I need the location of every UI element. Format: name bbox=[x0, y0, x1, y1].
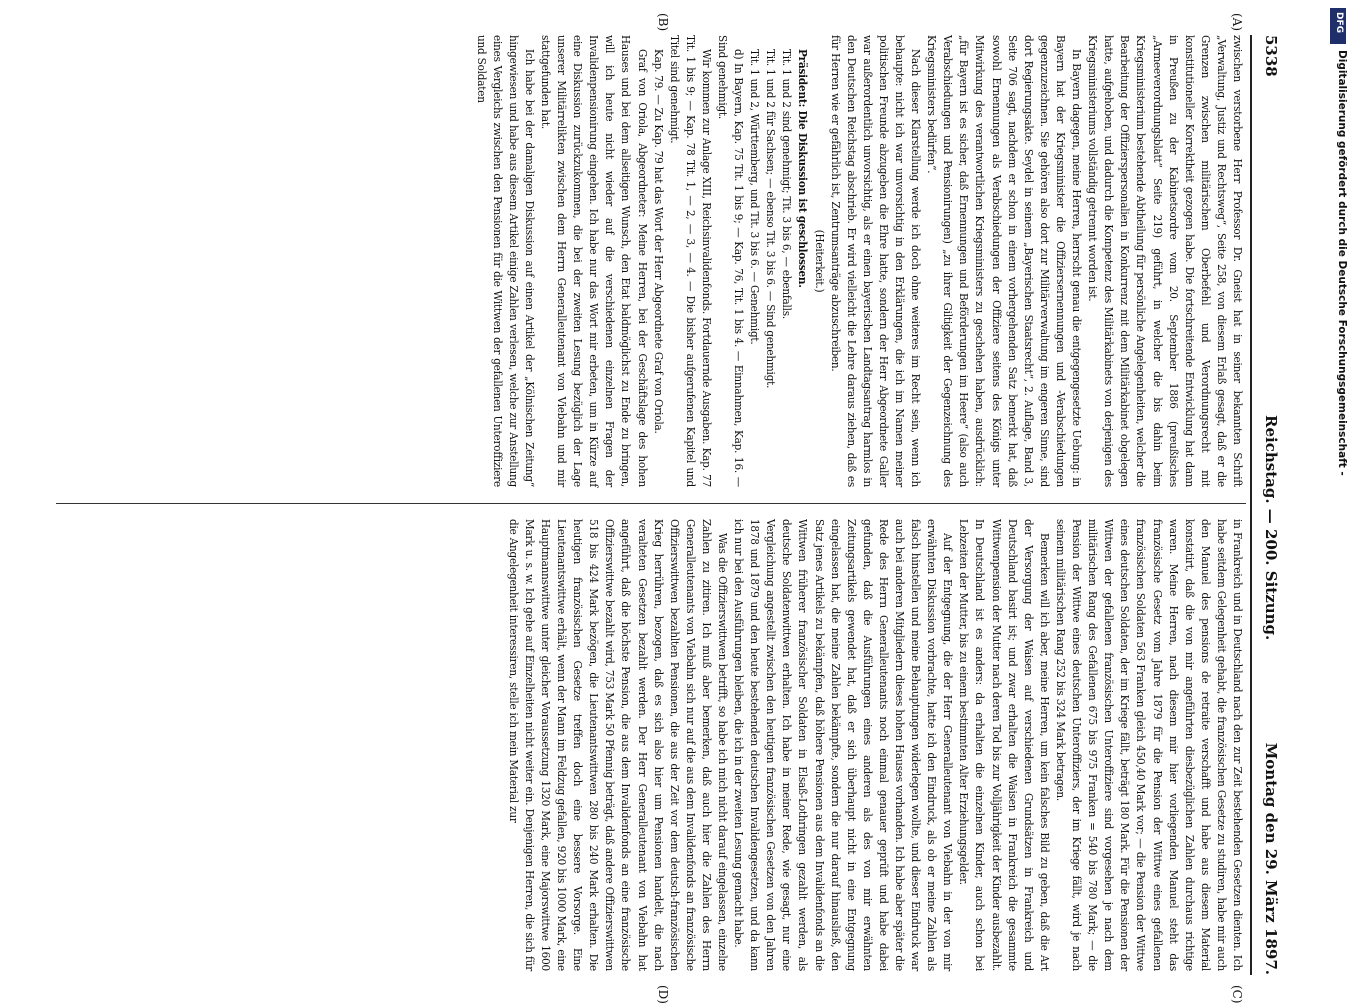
digitization-credit bbox=[1328, 8, 1350, 998]
margin-marker-d: (D) bbox=[656, 985, 670, 1004]
session-date: Montag den 29. März 1897. bbox=[1262, 742, 1280, 975]
paragraph: Tit. 1 und 2, Württemberg, und Tit. 3 bis 6. — Genehmigt. bbox=[748, 49, 763, 345]
paragraph: Wir kommen zur Anlage XIII, Reichsinvalidenfonds. Fortdauernde Ausgaben. Kap. 77 Tit. 1 bis 9; — Kap. 78 Tit. 1, — 2, — 3, — 4. — Die bisher aufgerufenen Kapitel und Titel sind genehmigt. bbox=[667, 35, 714, 487]
paragraph: Nach dieser Klarstellung werde ich doch ohne weiteres im Recht sein, wenn ich behaupte: nicht ich war unvorsichtig in den Erklärungen, die ich im Namen meiner politischen Freunde abzugeben die Ehre hatte, sondern der Herr Abgeordnete Galler war außerordentlich unvorsichtig, als er einen bayerischen Landtagsantrag harmlos in den Deutschen Reichstag abschrieb. Er wird vielleicht die Lehre daraus ziehen, daß es für Herren wie er gefährlich ist, Zentrumsanträge abzuschreiben. bbox=[828, 35, 924, 487]
paragraph: d) In Bayern, Kap. 75 Tit. 1 bis 9; — Kap. 76, Tit. 1 bis 4. — Einnahmen, Kap. 16. — Sind genehmigt. bbox=[716, 35, 747, 487]
paragraph: Bemerken will ich aber, meine Herren, um kein falsches Bild zu geben, daß die Art der Versorgung der Waisen auf verschiedenen Grundsätzen in Frankreich und Deutschland basirt ist; und zwar erhalten die Waisen in Frankreich die gesammte Wittwenpension der Mutter nach deren Tod bis zur Volljährigkeit der Kinder ausbezahlt. In Deutschland ist es anders: da erhalten die einzelnen Kinder, auch schon bei Lebzeiten der Mutter, bis zu einem bestimmten Alter Erziehungsgelder. bbox=[957, 519, 1052, 971]
margin-marker-c: (C) bbox=[1230, 985, 1244, 1004]
paragraph: in Frankreich und in Deutschland nach den zur Zeit bestehenden Gesetzen dienten. Ich habe seitdem Gelegenheit gehabt, die französischen Gesetze zu studiren, habe mir auch den Manuel des pensions de retraite verschafft und habe aus diesem Material konstatirt, daß die von mir angeführten diesbezüglichen Zahlen durchaus richtige waren. Meine Herren, nach diesem mir hier vorliegenden Manuel steht das französische Gesetz vom Jahre 1879 für die Pension der Wittwe eines gefallenen französischen Soldaten 563 Franken gleich 450,40 Mark vor; — die Pension der Wittwe eines deutschen Soldaten, der im Kriege fällt, beträgt 180 Mark. Für die Pensionen der Wittwen der gefallenen französischen Unteroffiziere sind vorgesehen je nach dem militärischen Rang des Gefallenen 675 bis 975 Franken = 540 bis 780 Mark; — die Pension der Wittwe eines deutschen Unteroffiziers, der im Kriege fällt, wird je nach seinem militärischen Rang 252 bis 324 Mark betragen. bbox=[1053, 519, 1245, 971]
session-title: Reichstag. — 200. Sitzung. bbox=[1262, 415, 1280, 641]
paragraph: Kap. 79. — Zu Kap. 79 hat das Wort der Herr Abgeordnete Graf von Oriola. bbox=[651, 49, 666, 434]
paragraph: Was die Offizierswittwen betrifft, so habe ich mich nicht darauf eingelassen, einzelne Zahlen zu zitiren. Ich muß aber bemerken, daß auch hier die Zahlen des Herrn Generalleutenants von Viebahn sich nur auf die aus dem Invalidenfonds an französische Offizierswittwen bezahlten Pensionen, die aus der Zeit vor dem deutsch-französischen Krieg herrühren, bezogen, daß es sich also hier um Pensionen handelt, die nach veralteten Gesetzen bezahlt werden. Der Herr Generalleutenant von Viebahn hat angeführt, daß die höchste Pension, die aus dem Invalidenfonds an eine französische Offizierswittwe bezahlt wird, 753 Mark 50 Pfennig beträgt, daß andere Offizierswittwen 518 bis 424 Mark bezögen, die Lieutenantswittwen 280 bis 240 Mark erhalten. Die heutigen französischen Gesetze treffen doch eine bessere Vorsorge. Eine Lieutenantswittwe erhält, wenn der Mann im Feldzug gefallen, 920 bis 1000 Mark, eine Hauptmannswittwe unter gleicher Voraussetzung 1320 Mark, eine Majorswittwe 1600 Mark u. s. w. Ich gehe auf Einzelheiten nicht weiter ein. Denjenigen Herren, die sich für die Angelegenheit interessiren, stelle ich mein Material zur bbox=[506, 519, 730, 971]
page-number: 5338 bbox=[1262, 35, 1280, 77]
credit-text: Digitalisierung gefördert durch die Deutsche Forschungsgemeinschaft - bbox=[1336, 50, 1348, 476]
paragraph: Auf der Entgegnung, die der Herr Generalleutenant von Viebahn in der von mir erwähnten Diskussion vorbrachte, hatte ich den Eindruck, als ob er meine Zahlen als falsch hinstellen und meine Behauptungen widerlegen wollte, und dieser Eindruck war auch bei anderen Mitgliedern dieses hohen Hauses vorhanden. Ich habe aber später die Rede des Herrn Generalleutenants noch einmal genauer geprüft und habe dabei gefunden, daß die Ausführungen eines anderen als des von mir erwähnten Zeitungsartikels gewendet hat, daß er sich überhaupt nicht in eine Entgegnung eingelassen hat, die meine Zahlen bekämpfte, sondern die nur darauf hinausließ, den Satz jenes Artikels zu bekämpfen, daß höhere Pensionen aus dem Invalidenfonds an die Wittwen früherer französischer Soldaten in Elsaß-Lothringen gezahlt werden, als deutsche Soldatenwittwen erhalten. Ich habe in meiner Rede, wie gesagt, nur eine Vergleichung angestellt zwischen den heutigen französischen Gesetzen von den Jahren 1878 und 1879 und den heute bestehenden deutschen Invalidengesetzen, und da kann ich nur bei den Ausführungen bleiben, die ich in der zweiten Lesung gemacht habe. bbox=[732, 519, 956, 971]
paragraph: Tit. 1 und 2 sind genehmigt; Tit. 3 bis 6, — ebenfalls. bbox=[780, 49, 795, 320]
margin-marker-a: (A) bbox=[1230, 13, 1244, 32]
speaker-paragraph: Präsident: Die Diskussion ist geschlossen. bbox=[796, 49, 811, 288]
paragraph: In Bayern dagegen, meine Herren, herrscht genau die entgegengesetzte Uebung: in Bayern hat der Kriegsminister die Offiziersernennungen und -Verabschiedungen gegenzuzeichnen. Sie gehören also dort zur Militärverwaltung im engeren Sinne, sind dort Regierungsakte. Seydel in seinem „Bayerischen Staatsrecht“, 2. Auflage, Band 3, Seite 706 sagt, nachdem er schon in einem vorhergehenden Satz bemerkt hat, daß sowohl Ernennungen als Verabschiedungen der Offiziere seitens des Königs unter Mitwirkung des verantwortlichen Kriegsministers zu geschehen haben, ausdrücklich: „für Bayern ist es sicher, daß Ernennungen und Beförderungen im Heere“ (also auch Verabschiedungen und Pensionirungen) „zu ihrer Giltigkeit der Gegenzeichnung des Kriegsministers bedürfen“. bbox=[925, 35, 1085, 487]
margin-marker-b: (B) bbox=[656, 13, 670, 32]
left-column bbox=[474, 35, 1247, 487]
paragraph: Tit. 1 und 2 für Sachsen; — ebenso Tit. 3 bis 6. — Sind genehmigt. bbox=[764, 49, 779, 389]
dfg-logo: DFG bbox=[1330, 8, 1346, 44]
interjection: (Heiterkeit.) bbox=[812, 229, 827, 293]
speaker-paragraph: Graf von Oriola, Abgeordneter: Meine Herren, bei der Geschäftslage des hohen Hauses und bei dem allseitigen Wunsch, den Etat baldmöglichst zu Ende zu bringen, will ich heute nicht wieder auf die verschiedenen einzelnen Fragen der Invalidenpensionirung eingehen. Ich habe nur das Wort mir erbeten, um in Kürze auf eine Diskussion zurückzukommen, die bei der zweiten Lesung bezüglich der Lage unserer Militärrelikten zwischen dem Herrn Generalleutenant von Viebahn und mir stattgefunden hat. bbox=[538, 35, 650, 487]
paragraph: Ich habe bei der damaligen Diskussion auf einen Artikel der „Kölnischen Zeitung“ hingewiesen und habe aus diesem Artikel einige Zahlen verlesen, welche zur Anstellung eines Vergleichs zwischen den Pensionen für die Wittwen der gefallenen Unteroffiziere und Soldaten bbox=[474, 35, 537, 487]
paragraph: zwischen verstorbene Herr Professor Dr. Gneist hat in seiner bekannten Schrift „Verwaltung, Justiz und Rechtsweg“, Seite 258, von diesem Erlaß gesagt, daß er die Grenzen zwischen militärischem Oberbefehl und Verordnungsrecht mit konstitutioneller Korrektheit gezogen habe. Die fortschreitende Entwicklung hat dann in Preußen zu der Kabinetsordre vom 20. September 1886 (preußisches „Armeeverordnungsblatt“ Seite 219) geführt, in welcher die bis dahin beim Kriegsministerium bestehende Abtheilung für persönliche Angelegenheiten, welcher die Bearbeitung der Offizierspersonalien in Konkurrenz mit dem Militärkabinet obgelegen hatte, aufgehoben, und dadurch die Kompetenz des Militärkabinets von derjenigen des Kriegsministeriums vollständig getrennt worden ist. bbox=[1086, 35, 1245, 487]
header-rule bbox=[1250, 35, 1252, 975]
right-column bbox=[506, 519, 1246, 971]
document-page bbox=[40, 13, 1280, 1004]
page-header bbox=[1256, 35, 1280, 975]
column-divider bbox=[56, 503, 1246, 504]
